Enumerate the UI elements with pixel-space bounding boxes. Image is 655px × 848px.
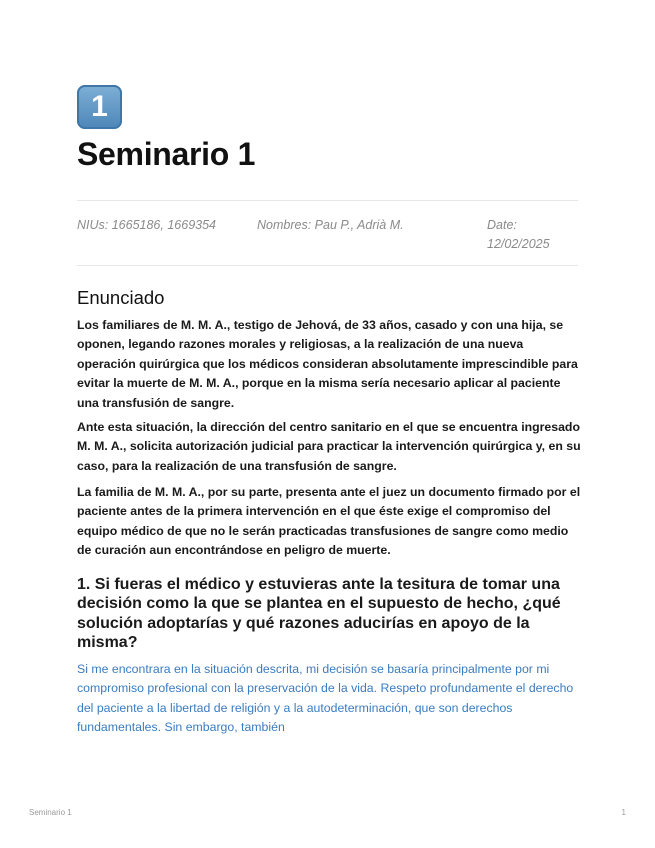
- enunciado-heading: Enunciado: [77, 287, 165, 308]
- enunciado-paragraph-2: Ante esta situación, la dirección del centro sanitario en el que se encuentra ingresado M. M. A., solicita autorización judicial para practicar la intervención quirúrgica y, en su caso, para la realización de una transfusión de sangre.: [77, 420, 581, 473]
- page-title: Seminario 1: [77, 136, 256, 172]
- enunciado-paragraph-3: La familia de M. M. A., por su parte, presenta ante el juez un documento firmado por el paciente antes de la primera intervención en el que éste exige el compromiso del equipo médico de que no le serán practicadas transfusiones de sangre como medio de curación aun encontrándose en peligro de muerte.: [77, 485, 581, 558]
- enunciado-paragraph-1: Los familiares de M. M. A., testigo de Jehová, de 33 años, casado y con una hija, se oponen, legando razones morales y religiosas, a la realización de una nueva operación quirúrgica que los médicos consideran absolutamente imprescindible para evitar la muerte de M. M. A., porque en la misma sería necesario aplicar al paciente una transfusión de sangre.: [77, 318, 578, 410]
- niu-field: NIUs: 1665186, 1669354: [77, 218, 216, 232]
- question-1-heading: 1. Si fueras el médico y estuvieras ante la tesitura de tomar una decisión como la que se plantea en el supuesto de hecho, ¿qué solución adoptarías y qué razones aducirías en apoyo de la misma?: [77, 576, 561, 651]
- names-field: Nombres: Pau P., Adrià M.: [257, 218, 404, 232]
- footer-page-number: 1: [621, 808, 626, 817]
- footer-document-title: Seminario 1: [29, 808, 72, 817]
- divider-bottom: [77, 265, 578, 266]
- date-field: [487, 216, 577, 254]
- date-value: 12/02/2025: [487, 237, 550, 251]
- divider-top: [77, 200, 578, 201]
- page-emoji-icon: 1: [77, 85, 122, 129]
- date-label: Date:: [487, 218, 517, 232]
- question-1-answer: Si me encontrara en la situación descrita, mi decisión se basaría principalmente por mi compromiso profesional con la preservación de la vida. Respeto profundamente el derecho del paciente a la libertad de religión y a la autodeterminación, que son derechos fundamentales. Sin embargo, también: [77, 662, 574, 734]
